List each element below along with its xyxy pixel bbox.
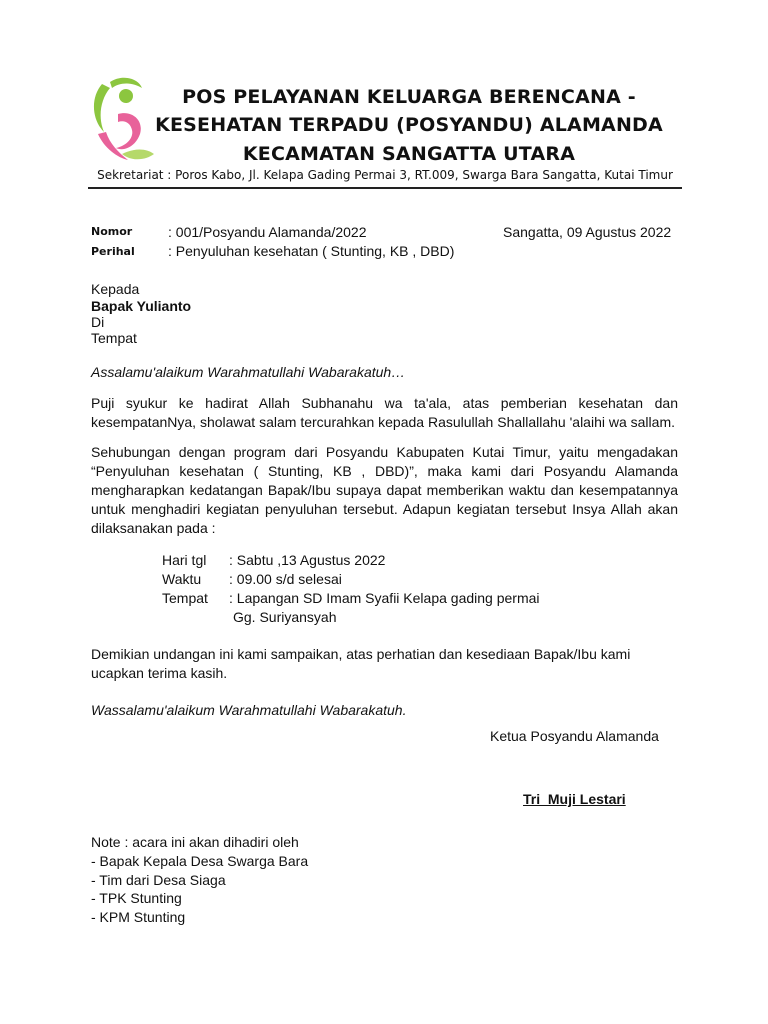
di-label: Di	[91, 314, 105, 330]
paragraph-1: Puji syukur ke hadirat Allah Subhanahu wa ta'ala, atas pemberian kesehatan dan kesempatanNya, sholawat salam tercurahkan kepada Rasulullah Shallallahu 'alaihi wa sallam.	[91, 395, 678, 430]
signature-name: Tri Muji Lestari	[523, 791, 626, 807]
nomor-value: : 001/Posyandu Alamanda/2022	[168, 224, 367, 240]
perihal-label: Perihal	[91, 245, 135, 258]
signature-title: Ketua Posyandu Alamanda	[490, 728, 659, 744]
header-line-1: POS PELAYANAN KELUARGA BERENCANA -	[182, 86, 636, 108]
note-intro: Note : acara ini akan dihadiri oleh	[91, 834, 299, 850]
perihal-value: : Penyuluhan kesehatan ( Stunting, KB , DBD)	[168, 243, 455, 259]
event-waktu-label: Waktu	[162, 571, 202, 587]
tempat-label: Tempat	[91, 330, 137, 346]
event-hari-value: : Sabtu ,13 Agustus 2022	[229, 552, 386, 568]
greeting: Assalamu'alaikum Warahmatullahi Wabarakatuh…	[91, 364, 406, 380]
note-item: - TPK Stunting	[91, 890, 182, 906]
note-item: - KPM Stunting	[91, 909, 186, 925]
event-tempat-value-2: Gg. Suriyansyah	[233, 609, 337, 625]
event-waktu-value: : 09.00 s/d selesai	[229, 571, 342, 587]
event-tempat-value: : Lapangan SD Imam Syafii Kelapa gading permai	[229, 590, 540, 606]
header-divider	[88, 187, 682, 189]
note-item: - Tim dari Desa Siaga	[91, 872, 226, 888]
paragraph-3: Demikian undangan ini kami sampaikan, atas perhatian dan kesediaan Bapak/Ibu kami ucapkan terima kasih.	[91, 646, 631, 681]
note-item: - Bapak Kepala Desa Swarga Bara	[91, 853, 309, 869]
header-line-3: KECAMATAN SANGATTA UTARA	[242, 143, 576, 165]
sekretariat-address: Sekretariat : Poros Kabo, Jl. Kelapa Gading Permai 3, RT.009, Swarga Bara Sangatta, Kutai Timur	[97, 168, 673, 182]
recipient-name: Bapak Yulianto	[91, 298, 192, 314]
header-line-2: KESEHATAN TERPADU (POSYANDU) ALAMANDA	[155, 114, 663, 136]
place-date: Sangatta, 09 Agustus 2022	[503, 224, 672, 240]
kepada-label: Kepada	[91, 281, 140, 297]
nomor-label: Nomor	[91, 225, 133, 238]
event-tempat-label: Tempat	[162, 590, 208, 606]
paragraph-2: Sehubungan dengan program dari Posyandu Kabupaten Kutai Timur, yaitu mengadakan “Penyuluhan kesehatan ( Stunting, KB , DBD)”, maka kami dari Posyandu Alamanda mengharapkan kedatangan Bapak/Ibu supaya dapat memberikan waktu dan kesempatannya untuk menghadiri kegiatan penyuluhan tersebut. Adapun kegiatan tersebut Insya Allah akan dilaksanakan pada :	[91, 444, 678, 536]
event-hari-label: Hari tgl	[162, 552, 207, 568]
closing-salutation: Wassalamu'alaikum Warahmatullahi Wabarakatuh.	[91, 702, 407, 718]
